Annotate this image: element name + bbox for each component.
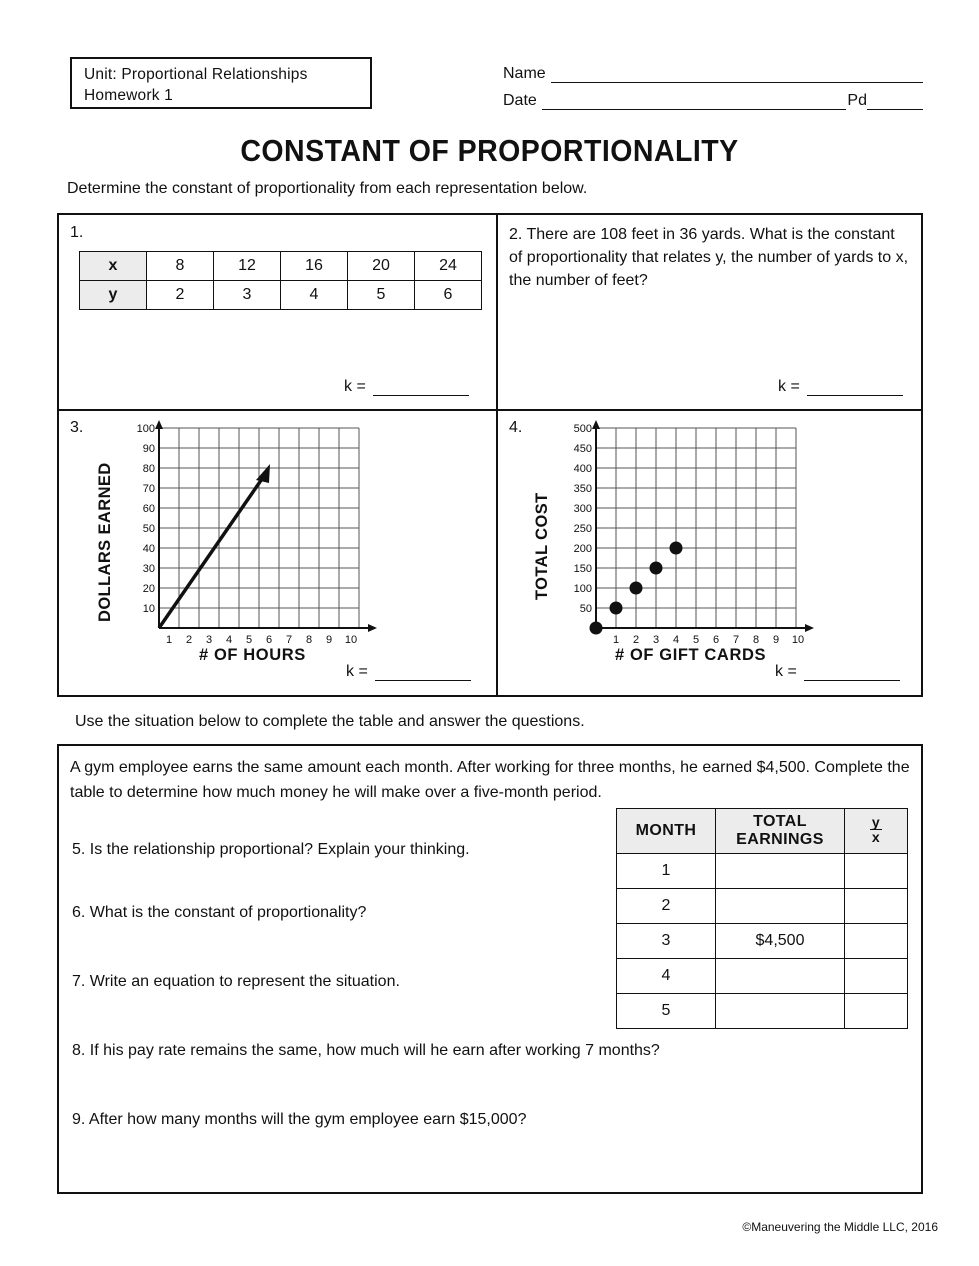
svg-text:50: 50	[579, 603, 592, 615]
cell-x-2: 12	[214, 252, 281, 281]
cell-ratio-3[interactable]	[845, 924, 908, 959]
svg-text:8: 8	[305, 634, 313, 646]
svg-text:250: 250	[573, 523, 592, 535]
svg-text:5: 5	[245, 634, 253, 646]
svg-text:7: 7	[285, 634, 293, 646]
table-row-x	[80, 252, 482, 281]
svg-text:30: 30	[142, 563, 155, 575]
grid-lines	[159, 428, 359, 628]
svg-text:1: 1	[612, 634, 620, 646]
copyright-footer: ©Maneuvering the Middle LLC, 2016	[742, 1220, 938, 1234]
problem-3-y-axis-title: DOLLARS EARNED	[96, 462, 114, 622]
cell-month-4: 4	[617, 959, 716, 994]
svg-text:2: 2	[185, 634, 193, 646]
svg-text:100: 100	[136, 423, 155, 435]
svg-text:50: 50	[142, 523, 155, 535]
svg-text:400: 400	[573, 463, 592, 475]
name-input-line[interactable]	[551, 67, 923, 83]
question-6: 6. What is the constant of proportionality?	[72, 904, 367, 921]
cell-earnings-4[interactable]	[716, 959, 845, 994]
svg-text:60: 60	[142, 503, 155, 515]
problem-2-answer	[778, 378, 903, 396]
cell-month-1: 1	[617, 854, 716, 889]
unit-info-box	[70, 57, 372, 109]
y-axis-arrow	[155, 420, 163, 429]
svg-text:6: 6	[712, 634, 720, 646]
column-header-month: MONTH	[617, 809, 716, 854]
question-8: 8. If his pay rate remains the same, how much will he earn after working 7 months?	[72, 1042, 660, 1059]
table-row	[617, 854, 908, 889]
svg-text:1: 1	[165, 634, 173, 646]
problem-2-text: 2. There are 108 feet in 36 yards. What is the constant of proportionality that relates y, the number of yards to x, the number of feet?	[509, 226, 909, 289]
cell-y-5: 6	[415, 281, 482, 310]
column-header-total-earnings	[716, 809, 845, 854]
unit-name: Unit: Proportional Relationships	[84, 66, 308, 83]
svg-text:5: 5	[692, 634, 700, 646]
cell-month-5: 5	[617, 994, 716, 1029]
cell-y-2: 3	[214, 281, 281, 310]
problem-1-table	[79, 251, 482, 310]
date-field-row	[503, 83, 923, 110]
cell-y-3: 4	[281, 281, 348, 310]
name-label: Name	[503, 65, 546, 82]
k-label-3: k =	[346, 663, 368, 680]
situation-text: A gym employee earns the same amount each month. After working for three months, he earned $4,500. Complete the table to determine how much money he will make over a five-month period.	[70, 759, 910, 801]
svg-text:500: 500	[573, 423, 592, 435]
table-row	[617, 994, 908, 1029]
k-label-4: k =	[775, 663, 797, 680]
pd-input-line[interactable]	[867, 94, 923, 110]
row-header-y: y	[80, 281, 147, 310]
svg-text:4: 4	[225, 634, 233, 646]
svg-text:150: 150	[573, 563, 592, 575]
cell-x-5: 24	[415, 252, 482, 281]
svg-text:10: 10	[344, 634, 358, 646]
problem-1-answer	[344, 378, 469, 396]
grid-lines	[596, 428, 796, 628]
date-label: Date	[503, 92, 537, 109]
axes	[596, 424, 809, 628]
problem-3-plot	[124, 418, 424, 648]
pd-label: Pd	[847, 92, 867, 109]
cell-earnings-5[interactable]	[716, 994, 845, 1029]
svg-text:2: 2	[632, 634, 640, 646]
problem-3-number: 3.	[70, 419, 84, 436]
data-line	[159, 476, 264, 628]
k-label-1: k =	[344, 378, 366, 395]
cell-earnings-3[interactable]: $4,500	[716, 924, 845, 959]
page-title: CONSTANT OF PROPORTIONALITY	[240, 133, 739, 168]
cell-ratio-4[interactable]	[845, 959, 908, 994]
page-subtitle: Determine the constant of proportionality from each representation below.	[67, 180, 588, 197]
cell-y-1: 2	[147, 281, 214, 310]
ratio-numerator: y	[871, 813, 881, 830]
ratio-denominator: x	[871, 829, 881, 846]
svg-text:6: 6	[265, 634, 273, 646]
x-tick-labels	[166, 634, 357, 646]
svg-text:90: 90	[142, 443, 155, 455]
svg-text:7: 7	[732, 634, 740, 646]
cell-y-4: 5	[348, 281, 415, 310]
k-answer-line-2[interactable]	[807, 382, 903, 396]
svg-text:80: 80	[142, 463, 155, 475]
table-header-row	[617, 809, 908, 854]
y-tick-labels	[137, 423, 155, 615]
table-row	[617, 924, 908, 959]
problem-3-x-axis-title: # OF HOURS	[199, 646, 306, 664]
y-tick-labels	[574, 423, 592, 615]
column-header-ratio	[845, 809, 908, 854]
svg-text:40: 40	[142, 543, 155, 555]
homework-number: Homework 1	[84, 87, 173, 104]
svg-text:300: 300	[573, 503, 592, 515]
student-info-block	[503, 56, 923, 110]
k-label-2: k =	[778, 378, 800, 395]
svg-text:9: 9	[325, 634, 333, 646]
svg-text:70: 70	[142, 483, 155, 495]
k-answer-line-4[interactable]	[804, 667, 900, 681]
svg-text:10: 10	[142, 603, 155, 615]
cell-x-4: 20	[348, 252, 415, 281]
problem-4-number: 4.	[509, 419, 523, 436]
axes	[159, 424, 372, 628]
y-axis-arrow	[592, 420, 600, 429]
problem-4-y-axis-title: TOTAL COST	[533, 492, 551, 600]
problem-4-x-axis-title: # OF GIFT CARDS	[615, 646, 767, 664]
k-answer-line-3[interactable]	[375, 667, 471, 681]
svg-text:3: 3	[205, 634, 213, 646]
table-row-y	[80, 281, 482, 310]
total-earnings-line1: TOTAL	[753, 813, 807, 830]
k-answer-line-1[interactable]	[373, 382, 469, 396]
question-5: 5. Is the relationship proportional? Explain your thinking.	[72, 841, 470, 858]
svg-text:3: 3	[652, 634, 660, 646]
svg-text:4: 4	[672, 634, 680, 646]
svg-text:450: 450	[573, 443, 592, 455]
situation-instruction: Use the situation below to complete the table and answer the questions.	[75, 713, 585, 730]
table-row	[617, 889, 908, 924]
svg-text:9: 9	[772, 634, 780, 646]
table-row	[617, 959, 908, 994]
situation-box	[57, 744, 923, 1194]
problem-1-number: 1.	[70, 224, 84, 241]
cell-month-3: 3	[617, 924, 716, 959]
cell-earnings-2[interactable]	[716, 889, 845, 924]
cell-month-2: 2	[617, 889, 716, 924]
question-7: 7. Write an equation to represent the situation.	[72, 973, 400, 990]
svg-text:8: 8	[752, 634, 760, 646]
data-line-arrow	[256, 464, 270, 483]
problem-4-graph	[533, 418, 863, 668]
x-tick-labels	[613, 634, 804, 646]
svg-text:10: 10	[791, 634, 805, 646]
cell-ratio-2[interactable]	[845, 889, 908, 924]
earnings-table	[616, 808, 908, 1029]
x-axis-arrow	[805, 624, 814, 632]
problem-4-plot	[561, 418, 861, 648]
total-earnings-line2: EARNINGS	[736, 831, 824, 848]
ratio-fraction	[870, 815, 882, 845]
row-header-x: x	[80, 252, 147, 281]
svg-text:200: 200	[573, 543, 592, 555]
date-input-line[interactable]	[542, 94, 847, 110]
cell-earnings-1[interactable]	[716, 854, 845, 889]
svg-text:350: 350	[573, 483, 592, 495]
cell-ratio-1[interactable]	[845, 854, 908, 889]
cell-x-3: 16	[281, 252, 348, 281]
question-9: 9. After how many months will the gym employee earn $15,000?	[72, 1111, 527, 1128]
name-field-row	[503, 56, 923, 83]
cell-ratio-5[interactable]	[845, 994, 908, 1029]
problem-3-graph	[96, 418, 426, 668]
x-axis-arrow	[368, 624, 377, 632]
svg-text:20: 20	[142, 583, 155, 595]
svg-text:100: 100	[573, 583, 592, 595]
cell-x-1: 8	[147, 252, 214, 281]
